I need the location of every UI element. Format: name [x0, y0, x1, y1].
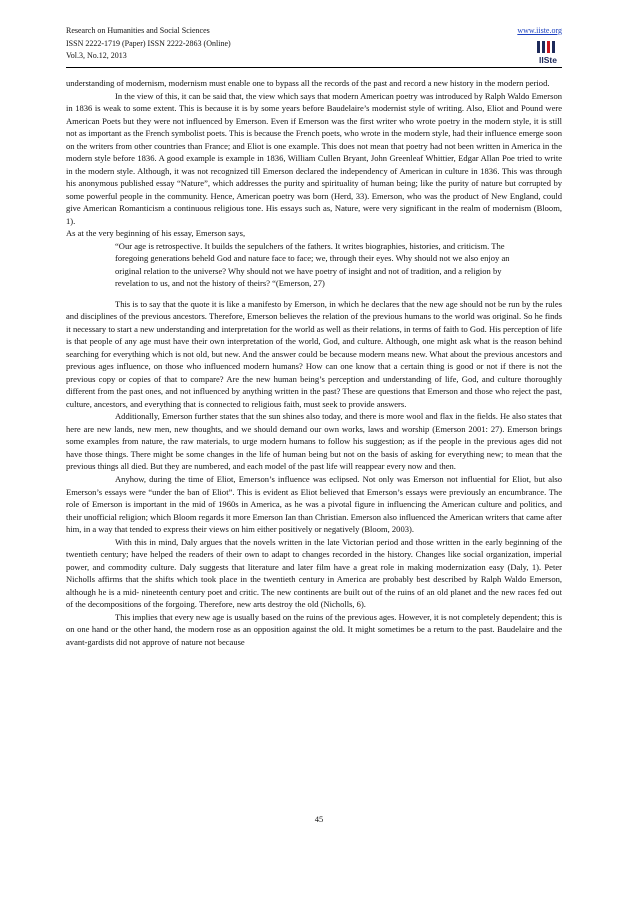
paragraph: This implies that every new age is usually based on the ruins of the previous ages. However, it is not completely dependent; this is on one hand or the other hand, the modern rose as an opposition against the old. It might sometimes be a return to the past. Baudelaire and the avant-gardists did not approve of nature not because	[66, 611, 562, 647]
logo-text: IISte	[539, 55, 557, 65]
paragraph: understanding of modernism, modernism must enable one to bypass all the records of the past and record a new history in the modern period.	[66, 78, 550, 88]
paragraph: In the view of this, it can be said that, the view which says that modern American poetry was introduced by Ralph Waldo Emerson in 1836 is weak to some extent. This is because it is by some years before Baudelaire’s modernist style of writing. Also, Eliot and Pound were American Poets but they were not influenced by Emerson. Even if Emerson was the first writer who wrote poetry in the modern style, it is still not as important as the French symbolist poets. This is because the French poets, who wrote in the modern style, had their influence emerge soon on the writers from other countries than France; and Eliot is one example. This does not mean that poetry had not been written in America in the modern style before 1836. A good example is example in 1836, William Cullen Bryant, John Greenleaf Whittier, Edgar Allan Poe tried to write in the modern style. Although, it was not recognized till Emerson declared the independency of American in culture in 1836. This was through his anonymous published essay “Nature”, which addresses the purity and spirituality of human being; like the purity of nature but corrupted by some powerful people in the community. Hence, American poetry was born (Herd, 33). Emerson, who was the product of New England, could give American Romanticism a continuous religious tone. His essays such as, Nature, were very significant in the realm of modernism (Bloom, 1).	[66, 90, 563, 226]
page-header	[66, 25, 562, 63]
journal-volume: Vol.3, No.12, 2013	[66, 51, 127, 60]
article-body	[66, 77, 562, 648]
paragraph: This is to say that the quote it is like a manifesto by Emerson, in which he declares that the new age should not be run by the rules and disciplines of the previous ancestors. Therefore, Emerson believes the relation of the previous humans to the world was original. So he finds it necessary to start a new understanding and interpretation for the world as well as their relations, in terms of faith to God. His perception of life is that people of any age must have their own interpretation of the world, God, and culture. Although, one might ask what is the reason behind searching for everything which is not old, but new. And the answer could be because modern means new. What about the previous ancestors and previous ages influence, on those who influenced modern humans? How can one know that a certain thing is good or not if there is not the previous copy or copies of that to compare? Are the new human being’s perception and understanding of life, God, and culture thoroughly different from the past ones, and not influenced by anything written in the past? These are questions that Emerson and those who reject the past, culture, ancestors, and everything that is connected to religious faith, must seek to provide answers.	[66, 298, 562, 409]
journal-title: Research on Humanities and Social Sciences	[66, 26, 210, 35]
paragraph: Anyhow, during the time of Eliot, Emerson’s influence was eclipsed. Not only was Emerson not influential for Eliot, but also Emerson’s essays were “under the ban of Eliot”. This is evident as Eliot believed that Emerson’s essays were previously an encumbrance. The role of Emerson is important in the mid of 1960s in America, as he was a pivotal figure in influencing the American culture and politics, and their unofficial religion; which Bloom regards it more Emerson Ian than Christian. Emerson also influenced the American writers that came after him, in a way that tended to express their views on him either positively or negatively (Bloom, 2003).	[66, 473, 562, 535]
iiste-logo	[534, 39, 562, 65]
journal-issn: ISSN 2222-1719 (Paper) ISSN 2222-2863 (Online)	[66, 38, 231, 48]
paragraph: As at the very beginning of his essay, Emerson says,	[66, 228, 246, 239]
spacer	[66, 290, 562, 298]
paragraph: Additionally, Emerson further states that the sun shines also today, and there is more wool and flax in the fields. He also states that here are new lands, new men, new thoughts, and we should demand our own works, laws and worship (Emerson 2001: 27). Emerson brings some examples from nature, the raw materials, to urge modern humans to follow his suggestion; as if the people in the previous ages did not have those things. There might be some changes in the life of human being but not on the basis of asking for everything new; to mean that the previous things all died. But they are numbered, and each model of the past life will reappear every now and then.	[66, 411, 562, 472]
journal-url-link[interactable]: www.iiste.org	[517, 26, 562, 35]
page-number: 45	[314, 814, 324, 824]
block-quote: “Our age is retrospective. It builds the sepulchers of the fathers. It writes biographies, histories, and criticism. The foregoing generations beheld God and nature face to face; we, through their eyes. Why should not we also enjoy an original relation to the universe? Why should not we have poetry of insight and not of tradition, and a religion by revelation to us, and not the history of theirs? “(Emerson, 27)	[115, 240, 510, 289]
header-divider	[66, 67, 562, 68]
paragraph: With this in mind, Daly argues that the novels written in the late Victorian period and those written in the early beginning of the twentieth century; have helped the readers of their own to adapt to changes recorded in the history. Changes like social organization, imperial power, and commodity culture. Daly suggests that literature and later film have a great role in making modernization easy (Daly, 1). Peter Nicholls affirms that the shifts which took place in the twentieth century in America are probably best described by Ralph Waldo Emerson, although he is a mid- nineteenth century poet and critic. The new continents are built out of the ruins of an old planet and the new races fed out of the decompositions of the forgoing. Therefore, new arts destroy the old (Nicholls, 6).	[66, 536, 562, 610]
